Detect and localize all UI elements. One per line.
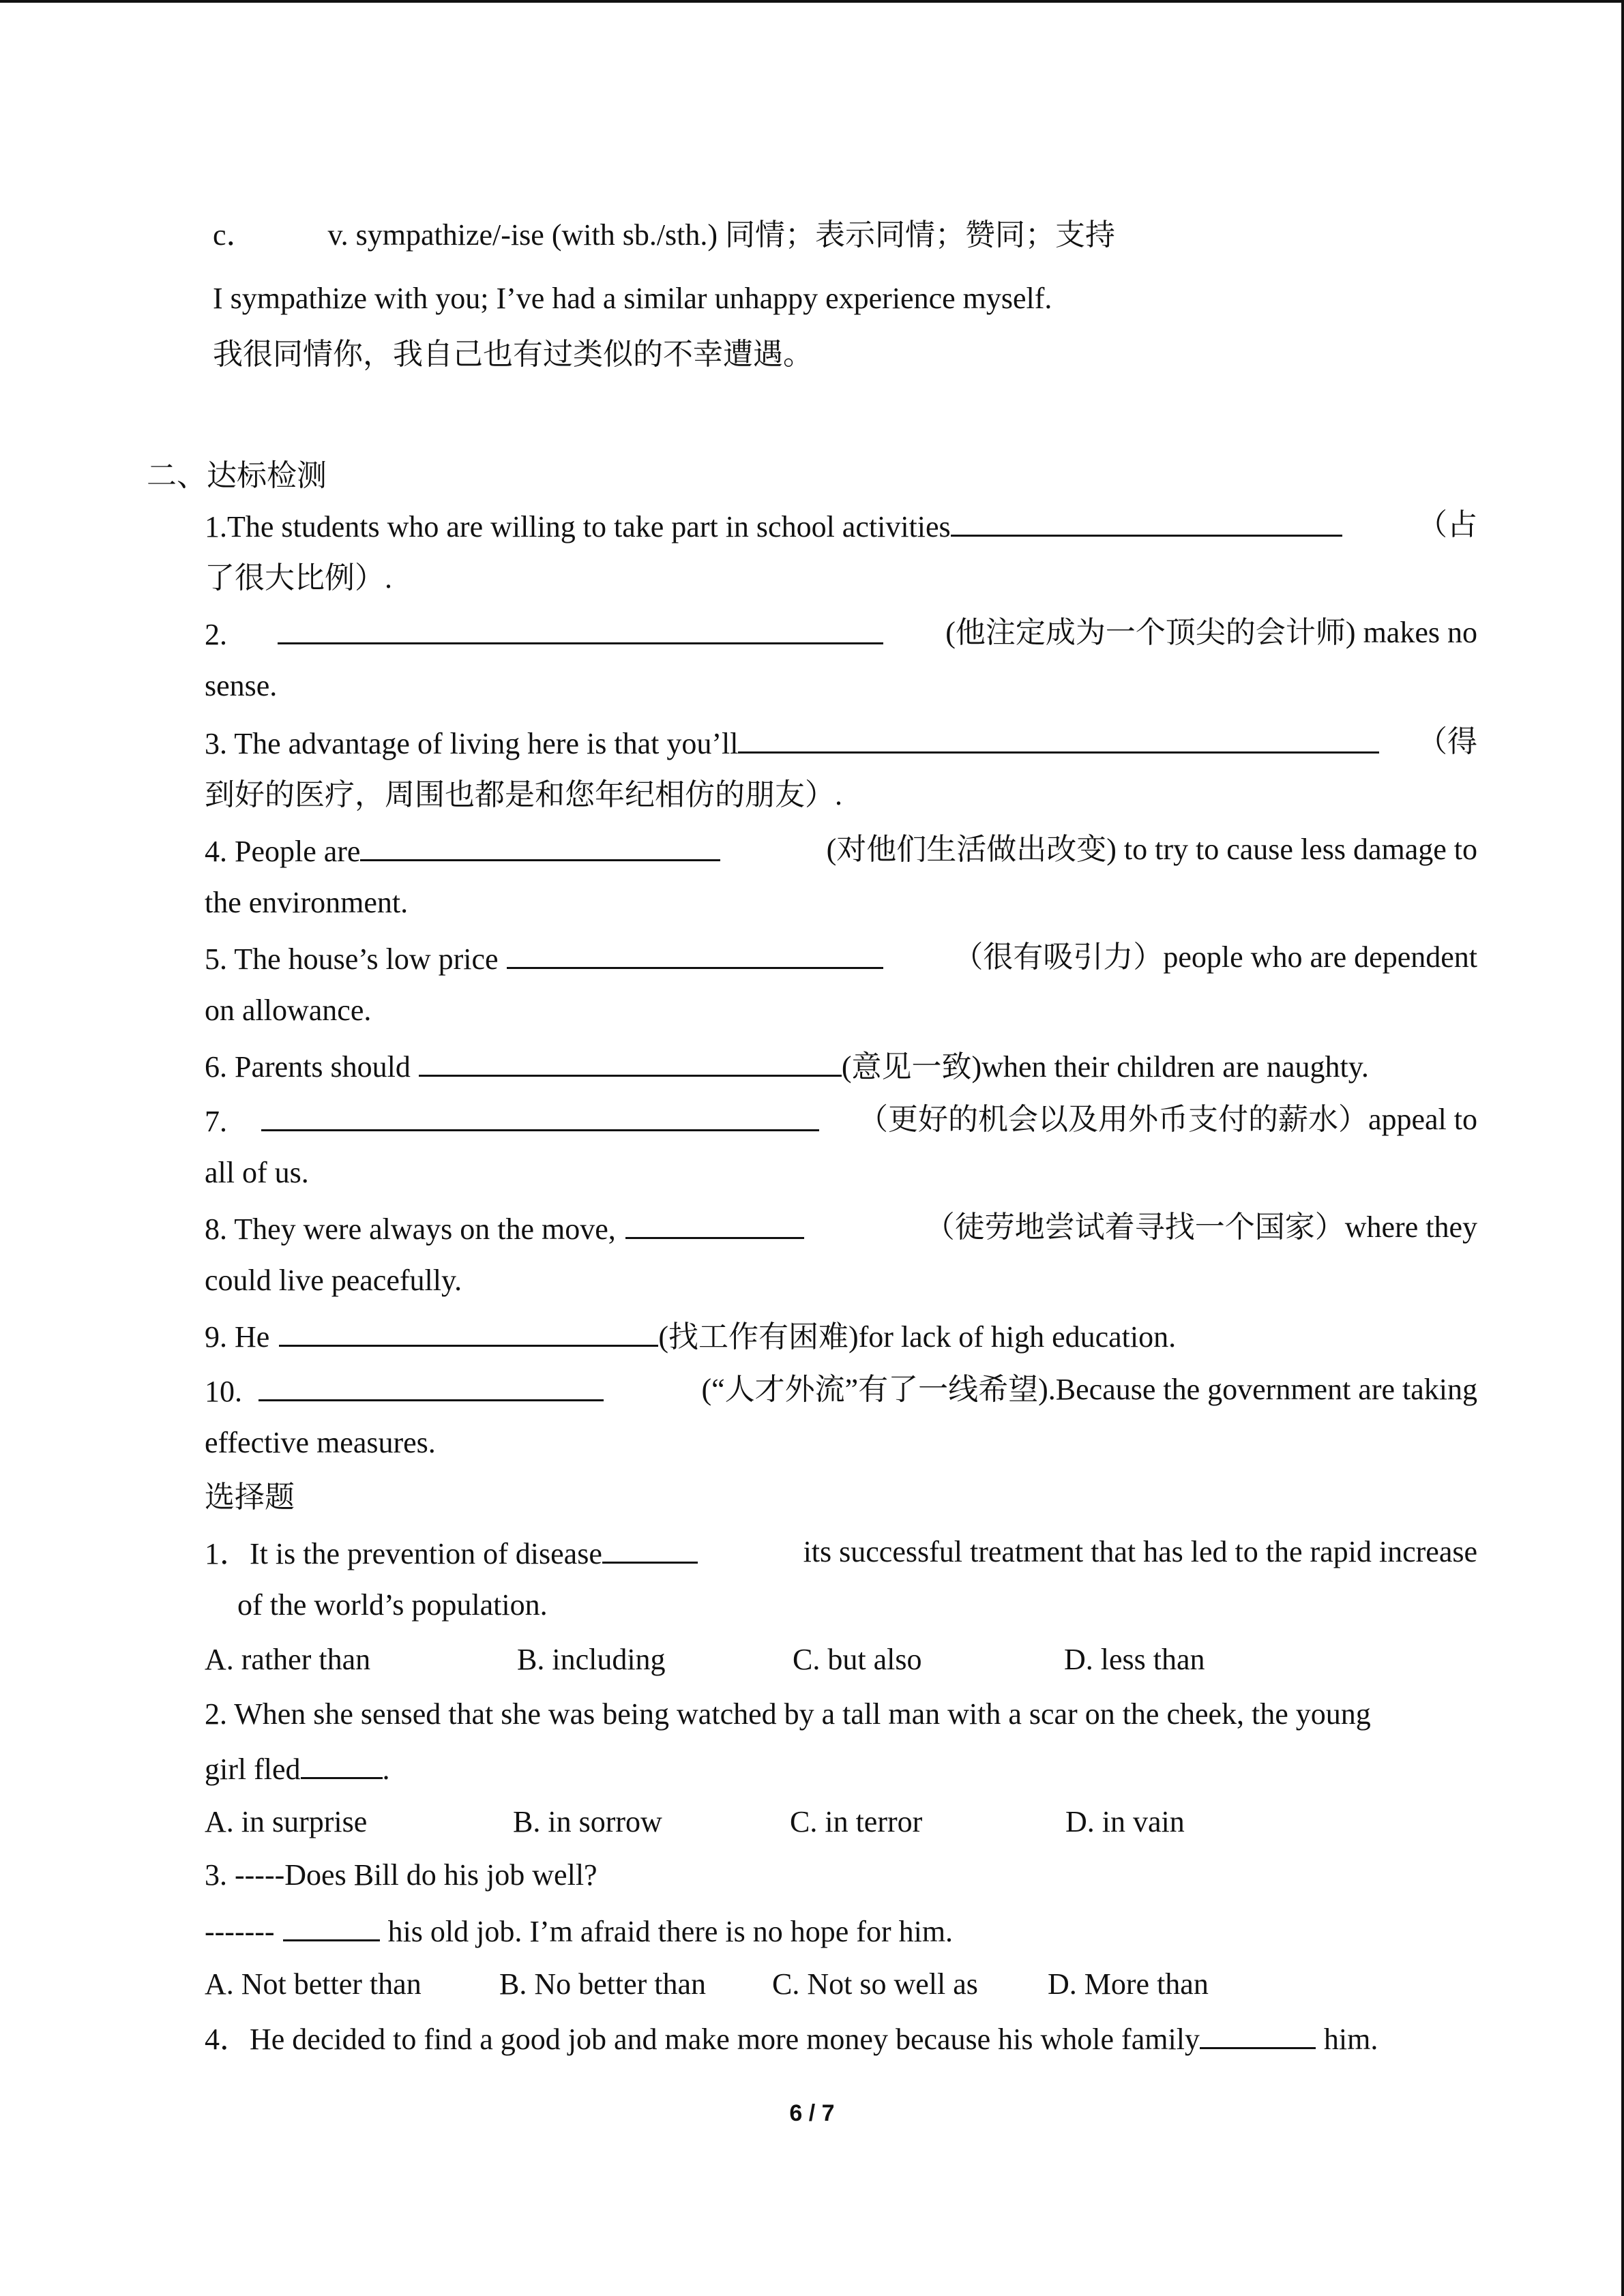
answer-blank xyxy=(625,1207,804,1239)
option-a[interactable]: A. rather than xyxy=(205,1643,371,1676)
fill-question-3: 3. The advantage of living here is that you’ll （得 xyxy=(205,721,1477,762)
fill-question-2: 2. (他注定成为一个顶尖的会计师) makes no xyxy=(205,612,1477,653)
answer-blank xyxy=(1200,2017,1316,2049)
section-title: 二、达标检测 xyxy=(147,459,327,492)
choice-question-2-cont: girl fled . xyxy=(205,1747,390,1788)
fill-question-2-cont: sense. xyxy=(205,669,278,702)
vocab-example-en: I sympathize with you; I’ve had a similar unhappy experience myself. xyxy=(213,282,1052,315)
option-b[interactable]: B. in sorrow xyxy=(513,1805,662,1838)
option-c[interactable]: C. in terror xyxy=(790,1805,923,1838)
option-a[interactable]: A. in surprise xyxy=(205,1805,368,1838)
vocab-entry xyxy=(213,215,1115,256)
answer-blank xyxy=(279,1315,658,1347)
fill-question-1: 1.The students who are willing to take part in school activities （占 xyxy=(205,505,1477,546)
choice-question-4: 4．He decided to find a good job and make more money because his whole family him. xyxy=(205,2017,1477,2058)
answer-blank xyxy=(261,1099,819,1131)
page-number: 6 / 7 xyxy=(789,2100,835,2126)
choice-question-3-options xyxy=(205,1964,1477,2005)
answer-blank xyxy=(259,1369,604,1401)
fill-question-3-cont: 到好的医疗，周围也都是和您年纪相仿的朋友）. xyxy=(205,778,842,811)
fill-question-5-cont: on allowance. xyxy=(205,994,372,1027)
choice-question-1-options xyxy=(205,1639,1477,1680)
answer-blank xyxy=(507,937,883,969)
answer-blank xyxy=(419,1045,842,1077)
choice-question-3: 3. -----Does Bill do his job well? xyxy=(205,1858,597,1892)
answer-blank xyxy=(951,505,1342,537)
fill-question-10-cont: effective measures. xyxy=(205,1426,436,1459)
vocab-example-zh: 我很同情你，我自己也有过类似的不幸遭遇。 xyxy=(213,338,813,371)
answer-blank xyxy=(278,612,883,644)
option-b[interactable]: B. No better than xyxy=(499,1967,707,2001)
option-c[interactable]: C. Not so well as xyxy=(772,1967,978,2001)
fill-question-1-cont: 了很大比例）. xyxy=(205,561,392,595)
fill-question-4: 4. People are (对他们生活做出改变) to try to cause less damage to xyxy=(205,829,1477,870)
answer-blank xyxy=(602,1532,698,1564)
fill-question-7-cont: all of us. xyxy=(205,1156,309,1189)
choice-question-2-options xyxy=(205,1802,1477,1843)
fill-question-7: 7. （更好的机会以及用外币支付的薪水）appeal to xyxy=(205,1099,1477,1140)
option-c[interactable]: C. but also xyxy=(793,1643,922,1676)
vocab-letter: c． xyxy=(213,218,256,252)
answer-blank xyxy=(283,1909,380,1941)
fill-question-6: 6. Parents should (意见一致)when their children are naughty. xyxy=(205,1045,1369,1086)
choice-question-2: 2. When she sensed that she was being watched by a tall man with a scar on the cheek, the young xyxy=(205,1697,1371,1731)
option-d[interactable]: D. less than xyxy=(1064,1643,1205,1676)
fill-question-4-cont: the environment. xyxy=(205,886,409,919)
answer-blank xyxy=(360,829,720,861)
fill-question-8-cont: could live peacefully. xyxy=(205,1264,462,1297)
choice-section-title: 选择题 xyxy=(205,1480,295,1514)
choice-question-3-cont: ------- his old job. I’m afraid there is no hope for him. xyxy=(205,1909,953,1950)
option-a[interactable]: A. Not better than xyxy=(205,1967,422,2001)
fill-question-8: 8. They were always on the move, （徒劳地尝试着寻找一个国家）where they xyxy=(205,1207,1477,1248)
option-d[interactable]: D. in vain xyxy=(1065,1805,1185,1838)
fill-question-10: 10. (“人才外流”有了一线希望).Because the government are taking xyxy=(205,1369,1477,1410)
vocab-definition: v. sympathize/-ise (with sb./sth.) 同情；表示同情；赞同；支持 xyxy=(327,218,1116,252)
choice-question-1: 1．It is the prevention of disease its successful treatment that has led to the rapid increase xyxy=(205,1532,1477,1572)
option-b[interactable]: B. including xyxy=(517,1643,666,1676)
fill-question-5: 5. The house’s low price （很有吸引力）people who are dependent xyxy=(205,937,1477,978)
answer-blank xyxy=(738,721,1379,754)
option-d[interactable]: D. More than xyxy=(1048,1967,1209,2001)
fill-question-9: 9. He (找工作有困难)for lack of high education. xyxy=(205,1315,1176,1356)
answer-blank xyxy=(301,1747,383,1779)
choice-question-1-cont: of the world’s population. xyxy=(237,1588,548,1622)
